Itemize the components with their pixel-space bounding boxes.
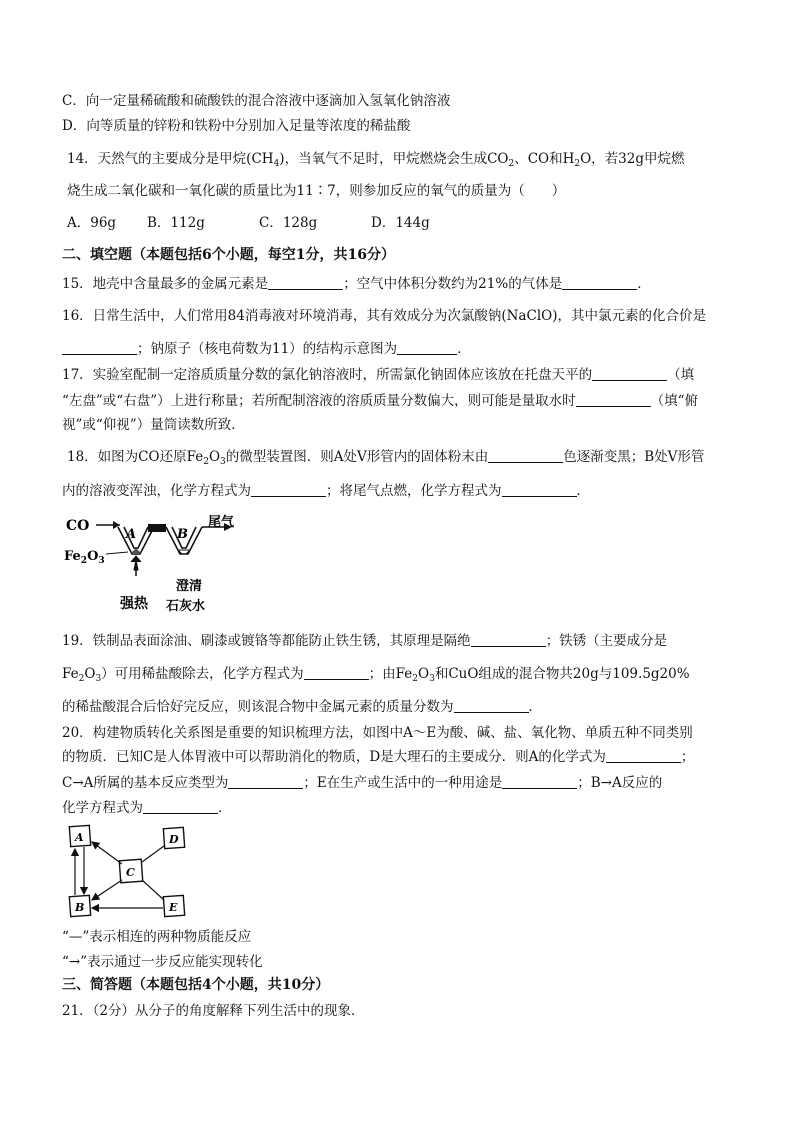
q20-blank-2[interactable]	[228, 774, 303, 789]
q15-blank-1[interactable]	[268, 275, 343, 290]
q16-line2: ；钠原子（核电荷数为11）的结构示意图为 ．	[62, 340, 471, 358]
edge-c-e	[142, 880, 164, 900]
node-a: A	[75, 831, 84, 844]
q20-blank-4[interactable]	[143, 799, 218, 814]
q14-options	[67, 214, 430, 232]
q20-line1: 20．构建物质转化关系图是重要的知识梳理方法，如图中A～E为酸、碱、盐、氧化物、单质五种不同类别	[62, 725, 693, 741]
tail-gas-label: 尾气	[208, 515, 235, 530]
edge-c-to-a	[92, 842, 122, 864]
edge-c-b	[92, 880, 122, 900]
section2-title: 二、填空题（本题包括6个小题，每空1分，共16分）	[62, 247, 395, 263]
q20-blank-3[interactable]	[502, 774, 577, 789]
q13-option-c: C．向一定量稀硫酸和硫酸铁的混合溶液中逐滴加入氢氧化钠溶液	[62, 93, 451, 109]
q17-line1: 17．实验室配制一定溶质质量分数的氯化钠溶液时，所需氯化钠固体应该放在托盘天平的 （填	[62, 367, 695, 383]
q19-blank-2[interactable]	[304, 665, 369, 680]
co-label: CO	[66, 518, 90, 534]
q19-line3: 的稀盐酸混合后恰好完反应，则该混合物中金属元素的质量分数为 ．	[62, 699, 542, 715]
q14-line1: 14．天然气的主要成分是甲烷$(CH_4)$，当氧气不足时，甲烷燃烧会生成$CO_2$、CO和$H_2O$，若32g甲烷燃	[67, 151, 685, 169]
q20-relation-figure	[62, 822, 192, 922]
q14-option-c: C．128g	[259, 215, 318, 231]
q16-blank-1[interactable]	[62, 340, 137, 355]
q14-option-d: D．144g	[371, 215, 430, 231]
node-e: E	[169, 901, 178, 914]
q18-blank-3[interactable]	[502, 482, 577, 497]
q20-line3: C→A所属的基本反应类型为 ；E在生产或生活中的一种用途是 ；B→A反应的	[62, 775, 663, 791]
q19-line1: 19．铁制品表面涂油、刷漆或镀铬等都能防止铁生锈，其原理是隔绝 ；铁锈（主要成分是	[62, 633, 668, 649]
fe2o3-label: $Fe_2O_3$	[64, 549, 105, 566]
node-c: C	[126, 866, 135, 879]
section3-title: 三、简答题（本题包括4个小题，共10分）	[62, 977, 330, 993]
fe2o3-powder	[131, 548, 141, 553]
edge-c-d	[142, 846, 164, 862]
node-d: D	[169, 833, 179, 846]
q18-blank-2[interactable]	[251, 482, 326, 497]
a-label: A	[126, 527, 137, 542]
q14-option-a: A．96g	[67, 215, 117, 231]
q16-line1: 16．日常生活中，人们常用84消毒液对环境消毒，其有效成分为次氯酸钠(NaClO)，其中氯元素的化合价是	[62, 308, 706, 324]
q20-blank-1[interactable]	[606, 748, 681, 763]
heat-label: 强热	[120, 596, 148, 612]
q21: 21．（2分）从分子的角度解释下列生活中的现象．	[62, 1003, 365, 1019]
q15: 15．地壳中含量最多的金属元素是 ；空气中体积分数约为21%的气体是 ．	[62, 276, 651, 292]
q17-line2: “左盘”或“右盘”）上进行称量；若所配制溶液的溶质质量分数偏大，则可能是量取水时 （填“俯	[62, 393, 699, 409]
q20-line4: 化学方程式为 ．	[62, 800, 232, 816]
b-label: B	[177, 527, 188, 542]
rubber-connector	[148, 524, 166, 532]
q19-blank-3[interactable]	[454, 698, 529, 713]
q15-blank-2[interactable]	[562, 275, 637, 290]
q13-option-d: D．向等质量的锌粉和铁粉中分别加入足量等浓度的稀盐酸	[62, 118, 411, 134]
limewater-label-2: 石灰水	[166, 599, 206, 614]
q17-line3: 视”或“仰视”）量筒读数所致．	[62, 417, 245, 433]
q14-line2: 烧生成二氧化碳和一氧化碳的质量比为11∶7，则参加反应的氧气的质量为（ ）	[67, 183, 566, 199]
q16-blank-2[interactable]	[397, 340, 457, 355]
node-b: B	[75, 901, 85, 914]
q19-line2: $Fe_2O_3$）可用稀盐酸除去，化学方程式为 ；由$Fe_2O_3$和CuO组成的混合物共20g与109.5g20%	[62, 666, 690, 684]
q18-line1: 18．如图为CO还原$Fe_2O_3$的微型装置图．则A处V形管内的固体粉末由 色逐渐变黑；B处V形管	[67, 449, 705, 467]
limewater-label-1: 澄清	[176, 579, 203, 594]
q18-apparatus-figure	[60, 510, 260, 620]
q17-blank-1[interactable]	[592, 366, 667, 381]
q18-blank-1[interactable]	[488, 448, 563, 463]
q17-blank-2[interactable]	[576, 392, 651, 407]
q14-option-b: B．112g	[147, 215, 205, 231]
q19-blank-1[interactable]	[471, 632, 546, 647]
q20-legend-2: “→”表示通过一步反应能实现转化	[62, 954, 263, 970]
q18-line2: 内的溶液变浑浊，化学方程式为 ；将尾气点燃，化学方程式为 ．	[62, 483, 590, 499]
q20-line2: 的物质．已知C是人体胃液中可以帮助消化的物质，D是大理石的主要成分．则A的化学式为 ；	[62, 749, 695, 765]
q20-legend-1: “—”表示相连的两种物质能反应	[62, 929, 252, 945]
